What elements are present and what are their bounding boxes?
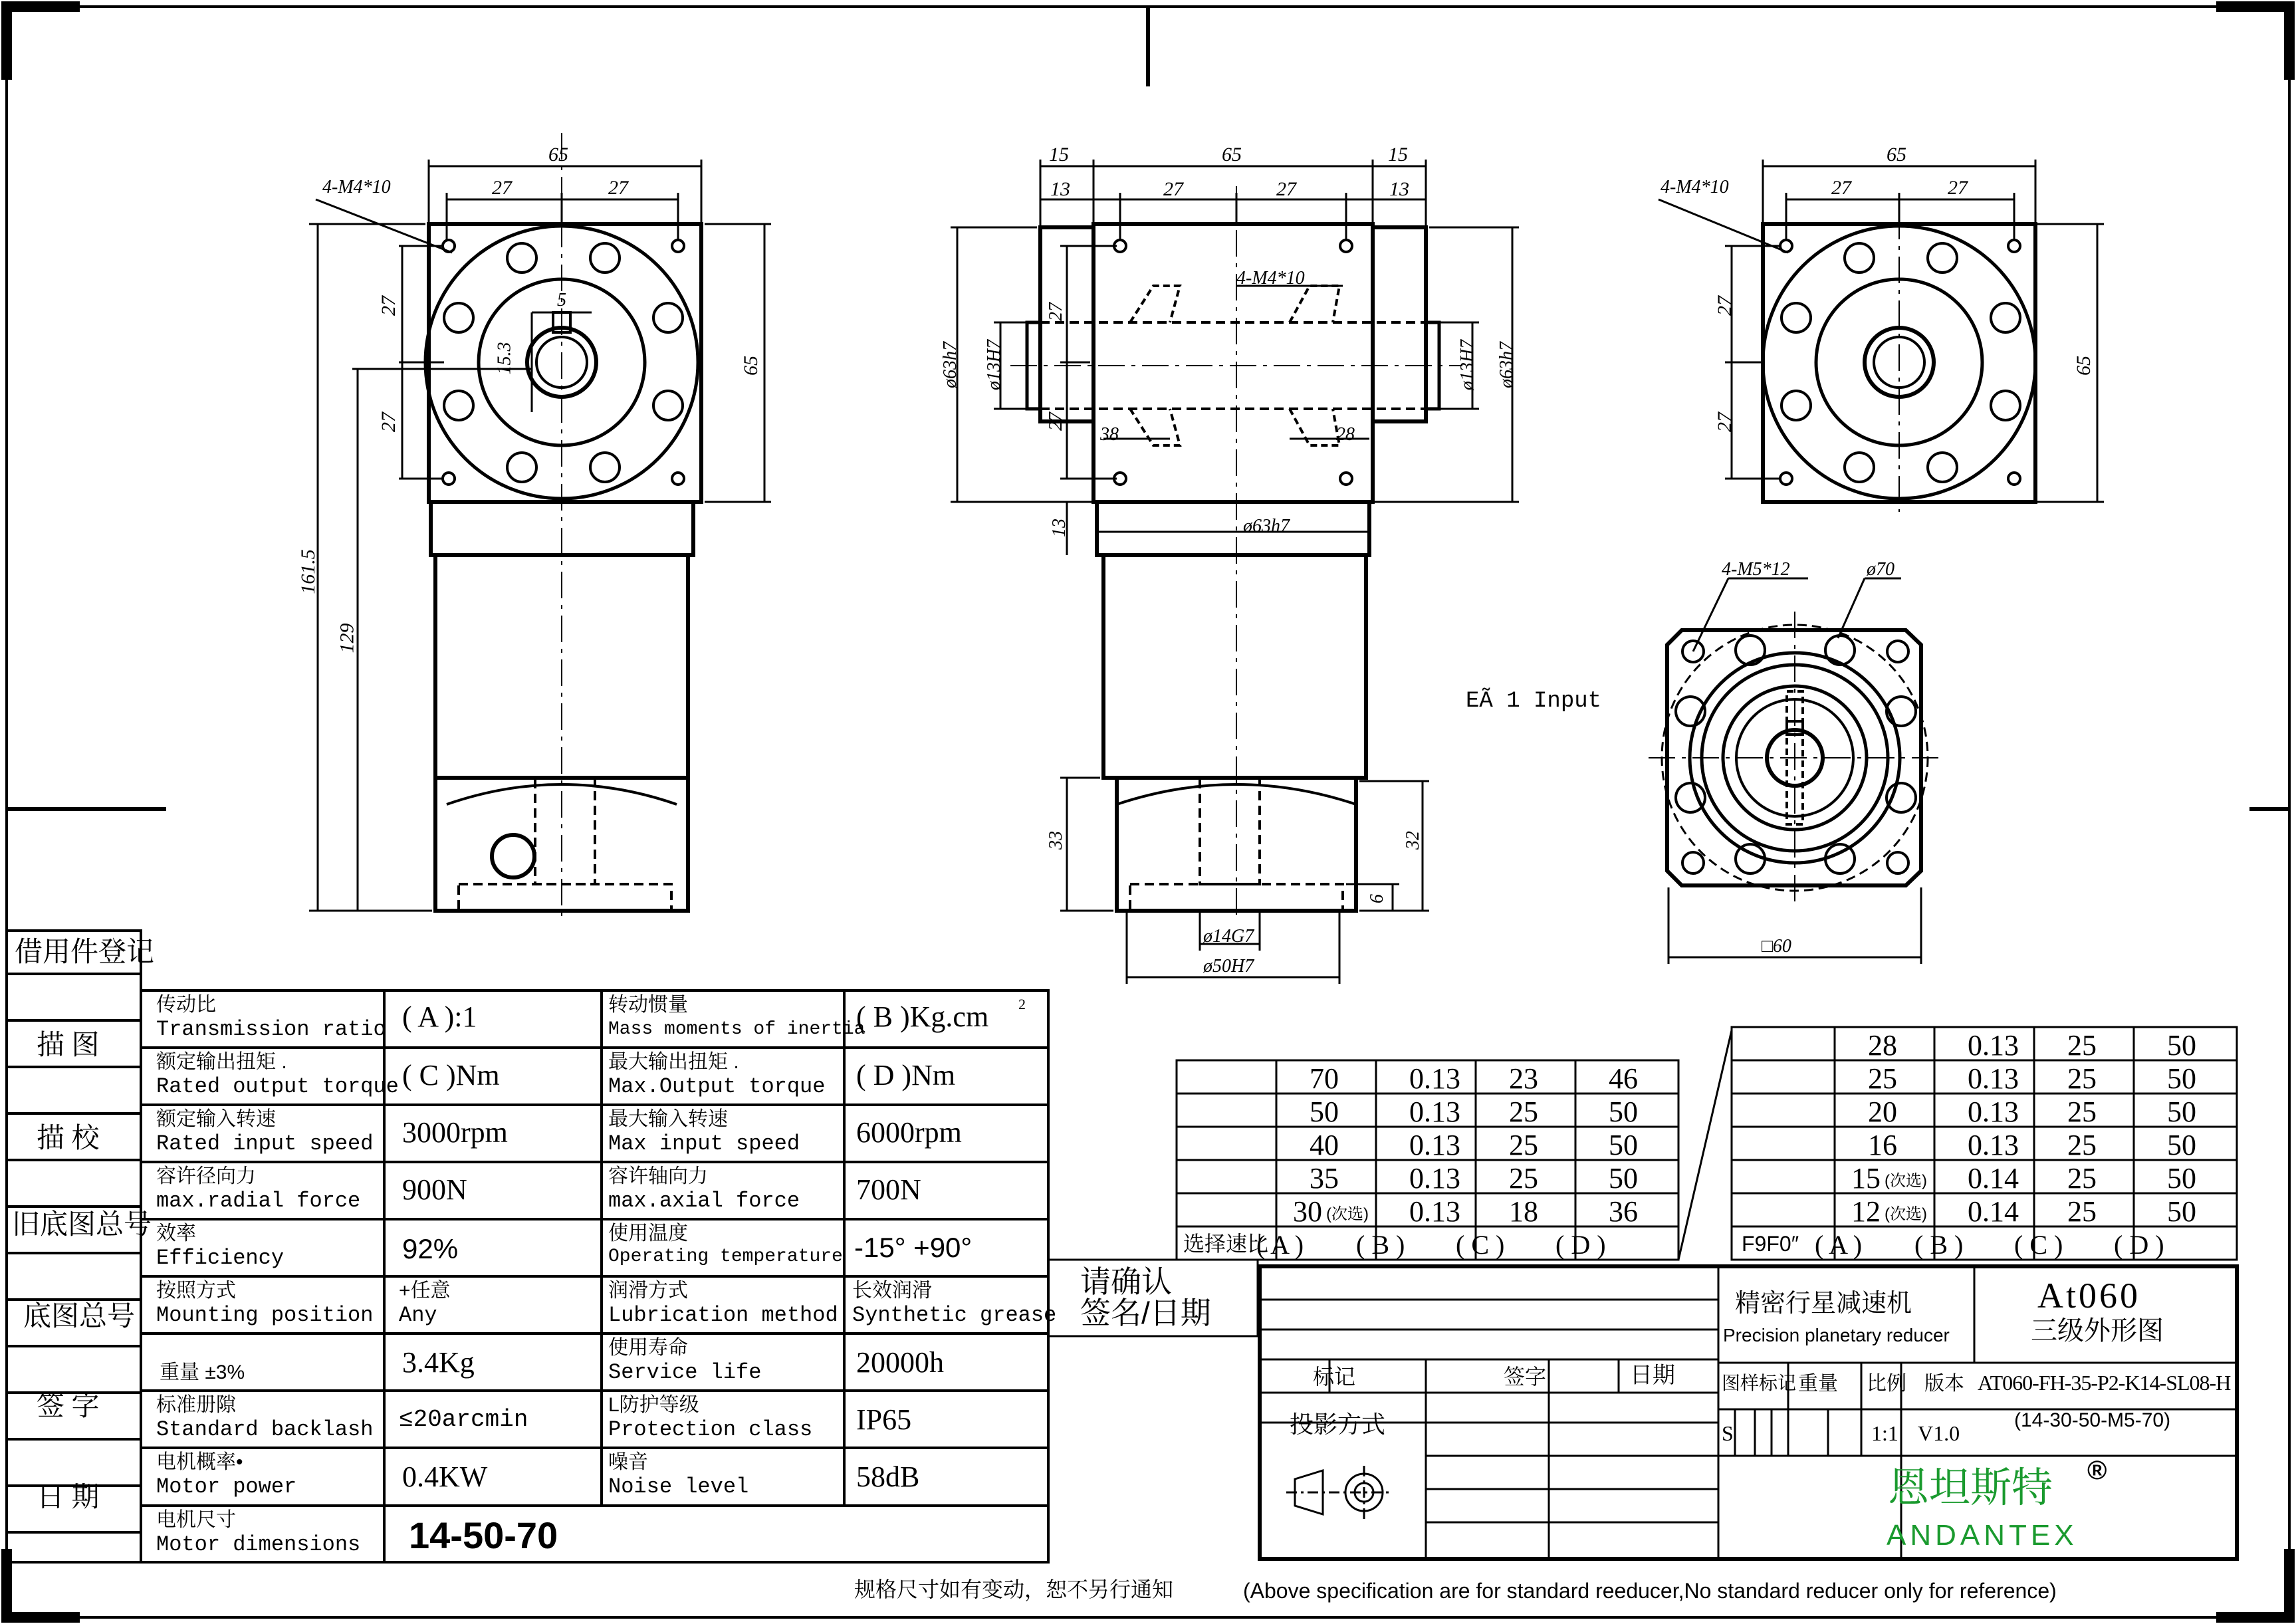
spec-rated-speed-cn: 额定输入转速 — [156, 1108, 276, 1130]
ratio-cell: 0.13 — [1409, 1096, 1460, 1128]
dim-side-phi63a: ø63h7 — [940, 342, 961, 388]
figure-mark-s: S — [1722, 1421, 1734, 1445]
ratio-cell: 18 — [1509, 1195, 1538, 1228]
ratio-cell: 23 — [1509, 1062, 1538, 1095]
dim-side-phi13b: ø13H7 — [1457, 339, 1478, 391]
header-weight: 重量 — [1798, 1373, 1838, 1395]
spec-temp-cn: 使用温度 — [608, 1222, 688, 1244]
spec-lube-cn: 润滑方式 — [608, 1280, 688, 1302]
dim-front-5: 5 — [557, 290, 566, 310]
ratio-cell: 25 — [2067, 1096, 2097, 1128]
spec-ratio-cn: 传动比 — [156, 994, 216, 1016]
sub-number: (14-30-50-M5-70) — [2014, 1409, 2171, 1431]
dim-right-v27b: 27 — [1714, 412, 1736, 432]
spec-backlash-cn: 标准册隙 — [156, 1394, 236, 1416]
register-row-base-no: 底图总号 — [23, 1302, 136, 1332]
spec-backlash-value: ≤20arcmin — [399, 1406, 528, 1433]
spec-radial-value: 900N — [402, 1173, 467, 1206]
header-scale: 比例 — [1867, 1373, 1906, 1395]
corner-mark-bl — [7, 1549, 80, 1617]
ratio-cell: 50 — [2167, 1129, 2196, 1161]
version-value: V1.0 — [1918, 1421, 1960, 1445]
register-row-old-no: 旧底图总号 — [12, 1210, 152, 1240]
ratio-cell: 0.14 — [1968, 1195, 2019, 1228]
spec-rated-speed-en: Rated input speed — [156, 1131, 374, 1156]
model-number: At060 — [2037, 1276, 2140, 1316]
brand-cn: 恩坦斯特 — [1888, 1465, 2053, 1511]
dim-side-6: 6 — [1367, 894, 1387, 903]
spec-inertia-en: Mass moments of inertia — [608, 1019, 865, 1040]
spec-motor-dim-cn: 电机尺寸 — [156, 1509, 236, 1531]
model-cn: 三级外形图 — [2031, 1316, 2164, 1345]
ratio-cell: 50 — [1609, 1129, 1638, 1161]
header-date: 日期 — [1630, 1363, 1675, 1388]
dim-bot-phi70: ø70 — [1867, 559, 1894, 580]
ratio-select-label: F9F0″ — [1742, 1232, 1799, 1256]
header-version: 版本 — [1924, 1373, 1964, 1395]
bottom-view — [1649, 612, 1941, 904]
front-view — [425, 133, 701, 917]
register-row-sign: 签 字 — [37, 1391, 100, 1422]
spec-protect-cn: L防护等级 — [608, 1394, 699, 1416]
dim-side-phi63c: ø63h7 — [1243, 516, 1290, 536]
spec-eff-cn: 效率 — [156, 1222, 196, 1244]
spec-noise-en: Noise level — [608, 1474, 749, 1499]
ratio-cell: 50 — [2167, 1096, 2196, 1128]
spec-temp-value: -15° +90° — [854, 1232, 973, 1263]
dim-right-v65: 65 — [2073, 356, 2095, 376]
dim-front-65: 65 — [548, 144, 568, 166]
ratio-cell: 25 — [2067, 1029, 2097, 1062]
spec-motor-power-cn: 电机概率• — [156, 1451, 243, 1473]
dim-side-phi63b: ø63h7 — [1496, 342, 1517, 388]
spec-inertia-cn: 转动惯量 — [608, 994, 688, 1016]
brand-en: ANDANTEX — [1887, 1519, 2078, 1552]
footer-en: (Above specification are for standard reeducer,No standard reducer only for reference) — [1243, 1579, 2057, 1603]
dim-side-v27b: 27 — [1046, 412, 1066, 431]
ratio-cell: 0.14 — [1968, 1162, 2019, 1195]
spec-protect-en: Protection class — [608, 1417, 813, 1442]
dim-front-27a: 27 — [492, 177, 512, 199]
spec-life-value: 20000h — [856, 1346, 944, 1379]
side-view — [1010, 186, 1462, 917]
dim-side-33: 33 — [1046, 831, 1066, 850]
spec-protect-value: IP65 — [856, 1403, 912, 1436]
header-sign: 签字 — [1504, 1365, 1547, 1389]
dim-side-phi50: ø50H7 — [1203, 956, 1254, 977]
ratio-cell: 50 — [2167, 1162, 2196, 1195]
dim-side-13b: 13 — [1389, 178, 1409, 200]
ratio-cell: 50 — [2167, 1029, 2196, 1062]
spec-eff-en: Efficiency — [156, 1246, 285, 1270]
ratio-select-option[interactable]: ( A ) — [1256, 1230, 1304, 1260]
spec-mount-value-cn: +任意 — [399, 1280, 451, 1302]
brand-registered: ® — [2087, 1456, 2107, 1485]
dim-front-1615: 161.5 — [296, 549, 319, 594]
spec-radial-cn: 容许径向力 — [156, 1165, 256, 1187]
ratio-cell: 36 — [1609, 1195, 1638, 1228]
spec-motor-power-en: Motor power — [156, 1474, 297, 1499]
ratio-select-option[interactable]: ( D ) — [2114, 1230, 2164, 1260]
scale-value: 1:1 — [1871, 1421, 1898, 1445]
projection-label: 投影方式 — [1290, 1411, 1386, 1438]
ratio-cell: 50 — [2167, 1062, 2196, 1095]
ratio-cell: 46 — [1609, 1062, 1638, 1095]
dim-side-v27a: 27 — [1046, 302, 1066, 321]
dim-side-38: 38 — [1100, 424, 1119, 445]
dim-front-m4: 4-M4*10 — [322, 177, 391, 197]
ratio-cell: 16 — [1868, 1129, 1897, 1161]
corner-mark-tr — [2216, 7, 2289, 80]
dim-right-27a: 27 — [1831, 177, 1851, 199]
input-label: EÃ 1 Input — [1466, 689, 1602, 714]
ratio-cell: 0.13 — [1968, 1096, 2019, 1128]
ratio-cell: 0.13 — [1968, 1029, 2019, 1062]
ratio-cell: 28 — [1868, 1029, 1897, 1062]
ratio-note: (次选) — [1885, 1172, 1927, 1190]
spec-mount-cn: 按照方式 — [156, 1280, 236, 1302]
dim-front-v65: 65 — [740, 356, 762, 376]
dim-right-m4: 4-M4*10 — [1661, 177, 1729, 197]
spec-inertia-sup: 2 — [1018, 996, 1026, 1012]
spec-motor-dim-en: Motor dimensions — [156, 1532, 361, 1557]
dim-right-v27a: 27 — [1714, 296, 1736, 316]
spec-noise-value: 58dB — [856, 1460, 920, 1493]
ratio-cell: 50 — [1609, 1162, 1638, 1195]
dim-side-13c: 13 — [1049, 519, 1070, 537]
ratio-cell: 25 — [1509, 1096, 1538, 1128]
spec-backlash-en: Standard backlash — [156, 1417, 374, 1442]
dim-side-15a: 15 — [1049, 144, 1069, 166]
side-view-dims — [951, 160, 1519, 984]
spec-max-torque-cn: 最大输出扭矩 . — [608, 1051, 739, 1073]
title-en: Precision planetary reducer — [1723, 1325, 1950, 1345]
header-figure-mark: 图样标记 — [1722, 1373, 1797, 1393]
ratio-cell: 0.13 — [1409, 1162, 1460, 1195]
ratio-cell: 25 — [2067, 1195, 2097, 1228]
spec-lube-value-en: Synthetic grease — [852, 1303, 1057, 1328]
part-number: AT060-FH-35-P2-K14-SL08-H — [1978, 1371, 2231, 1395]
spec-ratio-value: ( A ):1 — [402, 1000, 477, 1033]
register-row-draw: 描 图 — [37, 1030, 100, 1061]
spec-max-torque-en: Max.Output torque — [608, 1074, 826, 1099]
ratio-select-option[interactable]: ( D ) — [1555, 1230, 1606, 1260]
spec-rated-torque-en: Rated output torque — [156, 1074, 399, 1099]
dim-front-27b: 27 — [608, 177, 628, 199]
ratio-note: (次选) — [1885, 1205, 1927, 1223]
dim-side-phi13a: ø13H7 — [984, 339, 1005, 391]
ratio-select-option[interactable]: ( C ) — [2014, 1230, 2063, 1260]
dim-side-phi14: ø14G7 — [1203, 926, 1254, 947]
spec-axial-en: max.axial force — [608, 1189, 800, 1213]
register-row-date: 日 期 — [37, 1482, 100, 1513]
ratio-cell: 0.13 — [1409, 1062, 1460, 1095]
dim-side-32: 32 — [1403, 831, 1423, 850]
dim-side-28: 28 — [1336, 424, 1355, 445]
ratio-cell: 25 — [1868, 1062, 1897, 1095]
ratio-cell: 50 — [2167, 1195, 2196, 1228]
ratio-cell: 70 — [1310, 1062, 1339, 1095]
spec-weight-label: 重量 ±3% — [160, 1361, 245, 1383]
spec-mount-en: Mounting position — [156, 1303, 374, 1328]
spec-ratio-en: Transmission ratio — [156, 1017, 386, 1042]
ratio-cell: 20 — [1868, 1096, 1897, 1128]
left-register-grid — [7, 931, 141, 1562]
spec-rated-torque-value: ( C )Nm — [402, 1059, 500, 1092]
ratio-note: (次选) — [1326, 1205, 1369, 1223]
dim-bot-m5: 4-M5*12 — [1722, 559, 1790, 580]
right-view — [1763, 213, 2035, 512]
dim-side-m4: 4-M4*10 — [1236, 268, 1305, 289]
ratio-cell: 15 — [1851, 1162, 1881, 1195]
ratio-cell: 0.13 — [1968, 1062, 2019, 1095]
spec-life-en: Service life — [608, 1360, 762, 1385]
spec-rated-speed-value: 3000rpm — [402, 1116, 508, 1149]
spec-max-speed-cn: 最大输入转速 — [608, 1108, 728, 1130]
ratio-cell: 50 — [1310, 1096, 1339, 1128]
ratio-cell: 0.13 — [1968, 1129, 2019, 1161]
dim-side-13a: 13 — [1050, 178, 1070, 200]
ratio-select-label: 选择速比 — [1183, 1232, 1269, 1256]
ratio-cell: 0.13 — [1409, 1195, 1460, 1228]
spec-inertia-value: ( B )Kg.cm — [856, 1000, 989, 1033]
spec-rated-torque-cn: 额定输出扭矩 . — [156, 1051, 287, 1073]
footer-cn: 规格尺寸如有变动，恕不另行通知 — [854, 1577, 1174, 1601]
dim-side-65: 65 — [1222, 144, 1242, 166]
ratio-cell: 35 — [1310, 1162, 1339, 1195]
dim-right-65: 65 — [1887, 144, 1906, 166]
ratio-cell: 50 — [1609, 1096, 1638, 1128]
ratio-cell: 40 — [1310, 1129, 1339, 1161]
dim-right-27b: 27 — [1948, 177, 1968, 199]
ratio-select-option[interactable]: ( B ) — [1356, 1230, 1405, 1260]
ratio-select-option[interactable]: ( B ) — [1914, 1230, 1964, 1260]
spec-noise-cn: 噪音 — [608, 1451, 648, 1473]
ratio-cell: 0.13 — [1409, 1129, 1460, 1161]
spec-max-torque-value: ( D )Nm — [856, 1059, 956, 1092]
spec-max-speed-value: 6000rpm — [856, 1116, 962, 1149]
confirm-line1: 请确认 — [1080, 1264, 1172, 1299]
dim-side-27b: 27 — [1276, 178, 1296, 200]
register-row-check: 描 校 — [37, 1123, 100, 1154]
ratio-select-option[interactable]: ( A ) — [1815, 1230, 1863, 1260]
ratio-cell: 25 — [1509, 1129, 1538, 1161]
dim-front-v27a: 27 — [378, 296, 400, 316]
ratio-cell: 12 — [1851, 1195, 1881, 1228]
register-title: 借用件登记 — [15, 937, 155, 968]
ratio-cell: 25 — [2067, 1062, 2097, 1095]
spec-motor-dim-value: 14-50-70 — [409, 1514, 558, 1556]
spec-eff-value: 92% — [402, 1233, 459, 1264]
spec-radial-en: max.radial force — [156, 1189, 361, 1213]
spec-life-cn: 使用寿命 — [608, 1337, 688, 1359]
spec-lube-value-cn: 长效润滑 — [852, 1280, 932, 1302]
spec-axial-cn: 容许轴向力 — [608, 1165, 708, 1187]
dim-side-15b: 15 — [1388, 144, 1408, 166]
confirm-line2: 签名/日期 — [1080, 1296, 1211, 1330]
title-cn: 精密行星减速机 — [1735, 1290, 1912, 1318]
spec-lube-en: Lubrication method — [608, 1303, 838, 1328]
spec-motor-power-value: 0.4KW — [402, 1460, 488, 1493]
header-mark: 标记 — [1313, 1365, 1356, 1389]
dim-bot-60: □60 — [1762, 936, 1791, 957]
dim-front-v27b: 27 — [378, 412, 400, 432]
spec-max-speed-en: Max input speed — [608, 1131, 800, 1156]
ratio-cell: 25 — [2067, 1129, 2097, 1161]
ratio-cell: 25 — [1509, 1162, 1538, 1195]
spec-weight-value: 3.4Kg — [402, 1346, 475, 1379]
dim-front-129: 129 — [336, 623, 358, 653]
ratio-cell: 25 — [2067, 1162, 2097, 1195]
ratio-cell: 30 — [1293, 1195, 1322, 1228]
spec-temp-en: Operating temperature — [608, 1246, 843, 1267]
dim-front-153: 15.3 — [494, 342, 515, 375]
spec-axial-value: 700N — [856, 1173, 921, 1206]
corner-mark-tl — [7, 7, 80, 80]
spec-mount-value-en: Any — [399, 1303, 437, 1328]
ratio-select-option[interactable]: ( C ) — [1456, 1230, 1505, 1260]
dim-side-27a: 27 — [1163, 178, 1183, 200]
